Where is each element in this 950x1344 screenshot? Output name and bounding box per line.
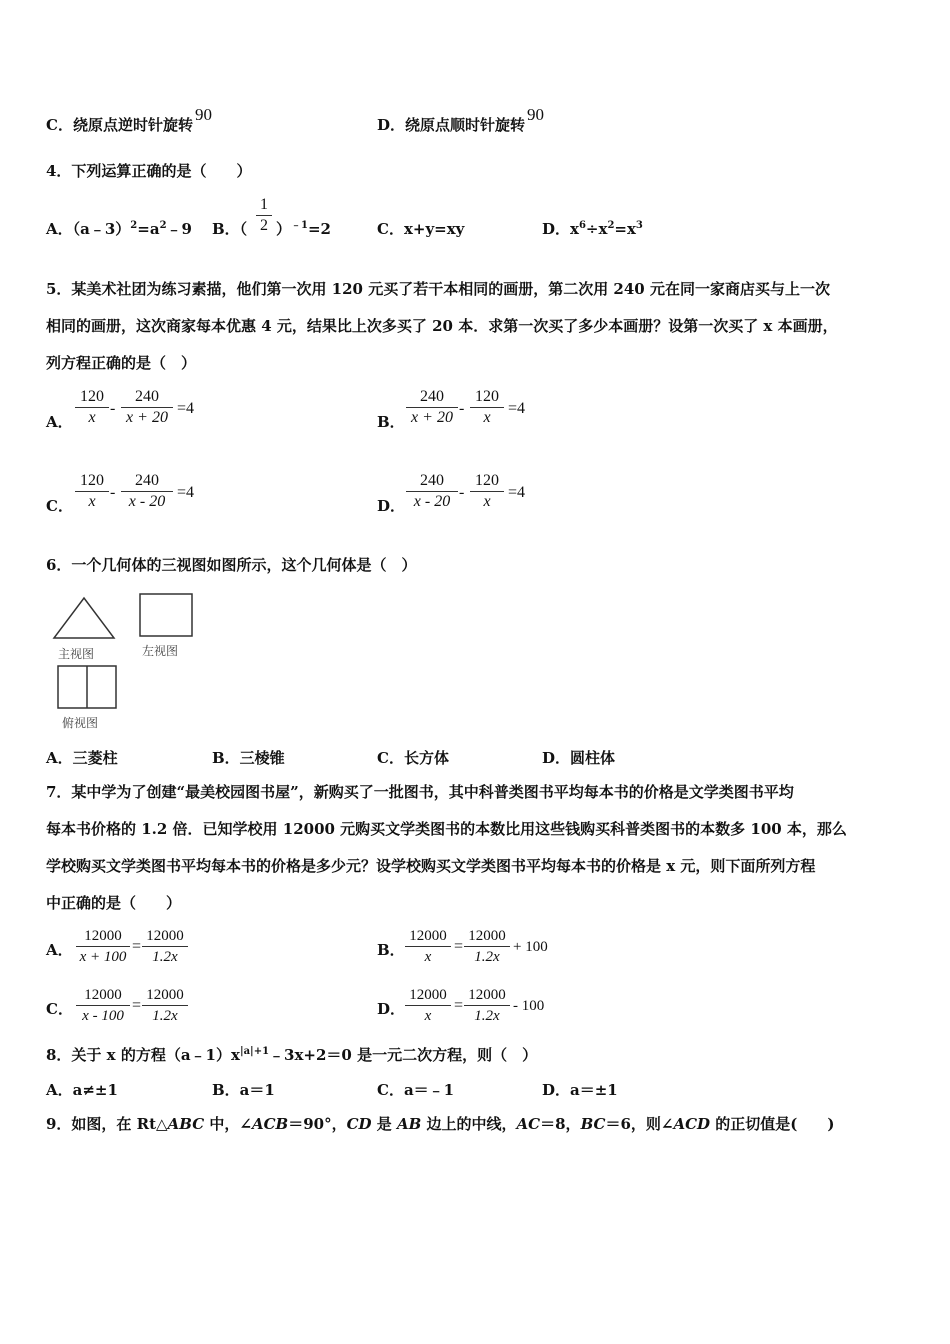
q7-d-d2: 1.2x: [474, 1008, 500, 1024]
q5-d-frac2: [470, 471, 504, 512]
q7-b-eq: =: [454, 938, 464, 955]
q7-line-4: 中正确的是（ ）: [46, 894, 182, 912]
q4-b-den: 2: [260, 217, 268, 234]
q4-b-sup: ﹣1: [291, 220, 308, 231]
q6-stem: 6．一个几何体的三视图如图所示，这个几何体是（ ）: [46, 556, 417, 574]
q5-a-n1: 120: [75, 387, 109, 408]
q4-d-s2: 2: [607, 220, 615, 231]
q7-a-n2: 12000: [142, 926, 188, 947]
q5-a-d2: x + 20: [126, 409, 168, 426]
q9-p7: ＝6，则∠: [605, 1115, 674, 1133]
q7-c-n1: 12000: [76, 985, 130, 1006]
q5-c-d1: x: [88, 493, 96, 510]
q7-d-n2: 12000: [464, 985, 510, 1006]
q5-d-d2: x: [483, 493, 491, 510]
q6-option-c: C．长方体: [377, 749, 449, 767]
q4-d-s3: 3: [635, 220, 643, 231]
q4-d-m1: ÷x: [585, 220, 608, 238]
q6-option-b: B．三棱锥: [212, 749, 285, 767]
q3-option-d-degree: 90: [527, 105, 545, 124]
q7-option-b-label: B．: [377, 941, 405, 959]
q4-stem: 4．下列运算正确的是（ ）: [46, 162, 252, 180]
left-view-square: [140, 594, 192, 636]
q4-a-pre: A．（a﹣3）: [46, 220, 131, 238]
q9-cd: CD: [346, 1115, 372, 1133]
q4-option-b-pre: B．（: [212, 220, 248, 238]
q7-b-d1: x: [424, 949, 432, 965]
q4-option-b-fraction: [256, 195, 272, 236]
q9-p6: ＝8，: [540, 1115, 581, 1133]
q7-b-frac1: [405, 926, 451, 967]
q9-p8: 的正切值是( ): [710, 1115, 835, 1133]
q5-d-frac1: [406, 471, 458, 512]
q4-b-close: ）: [276, 220, 292, 238]
q4-option-a: [46, 219, 192, 239]
q9-abc: ABC: [167, 1115, 205, 1133]
q9-bc: BC: [580, 1115, 606, 1133]
q4-b-num: 1: [256, 195, 272, 216]
q5-b-n1: 240: [406, 387, 458, 408]
q7-c-d1: x - 100: [82, 1008, 124, 1024]
q5-a-d1: x: [88, 409, 96, 426]
q5-d-op: -: [459, 484, 465, 501]
q5-b-n2: 120: [470, 387, 504, 408]
q7-d-d1: x: [424, 1008, 432, 1024]
q7-line-3: 学校购买文学类图书平均每本书的价格是多少元？设学校购买文学类图书平均每本书的价格是 x 元，则下面所列方程: [46, 857, 816, 875]
q7-c-frac1: [76, 985, 130, 1026]
q8-stem-pre: 8．关于 x 的方程（a﹣1）x: [46, 1046, 240, 1064]
q7-d-tail: - 100: [513, 998, 545, 1014]
q4-option-b-post: [276, 219, 331, 239]
q7-d-eq: =: [454, 997, 464, 1014]
q9-acb: ACB: [251, 1115, 289, 1133]
q5-c-rhs: =4: [177, 484, 195, 501]
q9-p3: ＝90°，: [288, 1115, 347, 1133]
q7-option-c-label: C．: [46, 1000, 73, 1018]
q7-b-frac2: [464, 926, 510, 967]
q5-c-n2: 240: [121, 471, 173, 492]
q5-line-3: 列方程正确的是（ ）: [46, 354, 197, 372]
q5-b-frac1: [406, 387, 458, 428]
q7-a-d2: 1.2x: [152, 949, 178, 965]
q9-p5: 边上的中线，: [421, 1115, 517, 1133]
q3-option-d-text: D．绕原点顺时针旋转: [377, 116, 526, 134]
q3-option-c-degree: 90: [194, 105, 212, 124]
q8-option-b: B．a＝1: [212, 1081, 275, 1099]
q9-ac: AC: [516, 1115, 541, 1133]
q5-b-frac2: [470, 387, 504, 428]
q7-b-n2: 12000: [464, 926, 510, 947]
q7-a-n1: 12000: [76, 926, 130, 947]
q7-option-d-label: D．: [377, 1000, 406, 1018]
q7-option-a-label: A．: [46, 941, 73, 959]
q6-option-d: D．圆柱体: [542, 749, 616, 767]
q8-stem-sup: |a|+1: [239, 1046, 270, 1057]
q4-d-m2: =x: [614, 220, 636, 238]
q5-option-d-label: D．: [377, 497, 406, 515]
q5-d-rhs: =4: [508, 484, 526, 501]
q4-option-c: C．x+y=xy: [377, 220, 465, 238]
q5-d-n1: 240: [406, 471, 458, 492]
q7-a-frac1: [76, 926, 130, 967]
q8-option-d: D．a＝±1: [542, 1081, 618, 1099]
q9-p1: 9．如图，在 Rt△: [46, 1115, 168, 1133]
q9-stem: [46, 1114, 835, 1134]
front-view-triangle: [54, 598, 114, 638]
q5-a-frac1: [75, 387, 109, 428]
q7-a-frac2: [142, 926, 188, 967]
q7-a-d1: x + 100: [79, 949, 127, 965]
q7-d-frac1: [405, 985, 451, 1026]
q7-b-d2: 1.2x: [474, 949, 500, 965]
q7-b-n1: 12000: [405, 926, 451, 947]
q5-a-n2: 240: [121, 387, 173, 408]
q5-d-n2: 120: [470, 471, 504, 492]
q7-c-d2: 1.2x: [152, 1008, 178, 1024]
q9-ab: AB: [396, 1115, 422, 1133]
q5-option-a-label: A．: [46, 413, 73, 431]
q5-b-d2: x: [483, 409, 491, 426]
q8-option-c: C．a＝﹣1: [377, 1081, 455, 1099]
q5-a-frac2: [121, 387, 173, 428]
q9-p2: 中，∠: [204, 1115, 252, 1133]
q6-option-a: A．三菱柱: [46, 749, 118, 767]
q4-a-sup2: 2: [159, 220, 167, 231]
q7-d-n1: 12000: [405, 985, 451, 1006]
q5-c-frac2: [121, 471, 173, 512]
q7-a-eq: =: [132, 938, 142, 955]
left-view-caption: 左视图: [142, 644, 179, 658]
top-view-caption: 俯视图: [62, 716, 99, 730]
q5-option-c-label: C．: [46, 497, 73, 515]
q8-stem: [46, 1045, 537, 1065]
q5-c-n1: 120: [75, 471, 109, 492]
q4-b-post: =2: [307, 220, 331, 238]
q7-c-frac2: [142, 985, 188, 1026]
q5-line-1: 5．某美术社团为练习素描，他们第一次用 120 元买了若干本相同的画册，第二次用 240 元在同一家商店买与上一次: [46, 280, 830, 298]
q7-b-tail: + 100: [513, 939, 548, 955]
q4-d-pre: D．x: [542, 220, 579, 238]
q7-d-frac2: [464, 985, 510, 1026]
q5-b-op: -: [459, 400, 465, 417]
q5-d-d1: x - 20: [413, 493, 451, 510]
q4-a-sup: 2: [130, 220, 138, 231]
q8-option-a: A．a≠±1: [46, 1081, 118, 1099]
q5-option-b-label: B．: [377, 413, 405, 431]
q5-a-rhs: =4: [177, 400, 195, 417]
q7-line-1: 7．某中学为了创建“最美校园图书屋”，新购买了一批图书，其中科普类图书平均每本书的价格是文学类图书平均: [46, 783, 794, 801]
q7-line-2: 每本书价格的 1.2 倍．已知学校用 12000 元购买文学类图书的本数比用这些钱购买科普类图书的本数多 100 本，那么: [46, 820, 847, 838]
front-view-caption: 主视图: [58, 647, 95, 661]
q5-c-op: -: [110, 484, 116, 501]
q7-c-eq: =: [132, 997, 142, 1014]
q5-c-frac1: [75, 471, 109, 512]
q3-option-c-text: C．绕原点逆时针旋转: [46, 116, 193, 134]
q4-option-d: [542, 219, 643, 239]
q8-stem-post: ﹣3x+2＝0 是一元二次方程，则（ ）: [269, 1046, 538, 1064]
q4-a-mid: =a: [137, 220, 160, 238]
q9-p4: 是: [371, 1115, 397, 1133]
q5-c-d2: x - 20: [128, 493, 166, 510]
q3-option-c: [46, 105, 212, 135]
q3-option-d: [377, 105, 545, 135]
q7-c-n2: 12000: [142, 985, 188, 1006]
q9-acd: ACD: [673, 1115, 711, 1133]
q4-a-post: ﹣9: [166, 220, 192, 238]
q4-d-s1: 6: [578, 220, 586, 231]
q5-b-d1: x + 20: [411, 409, 453, 426]
q5-a-op: -: [110, 400, 116, 417]
q5-line-2: 相同的画册，这次商家每本优惠 4 元，结果比上次多买了 20 本．求第一次买了多少本画册？设第一次买了 x 本画册，: [46, 317, 838, 335]
q5-b-rhs: =4: [508, 400, 526, 417]
